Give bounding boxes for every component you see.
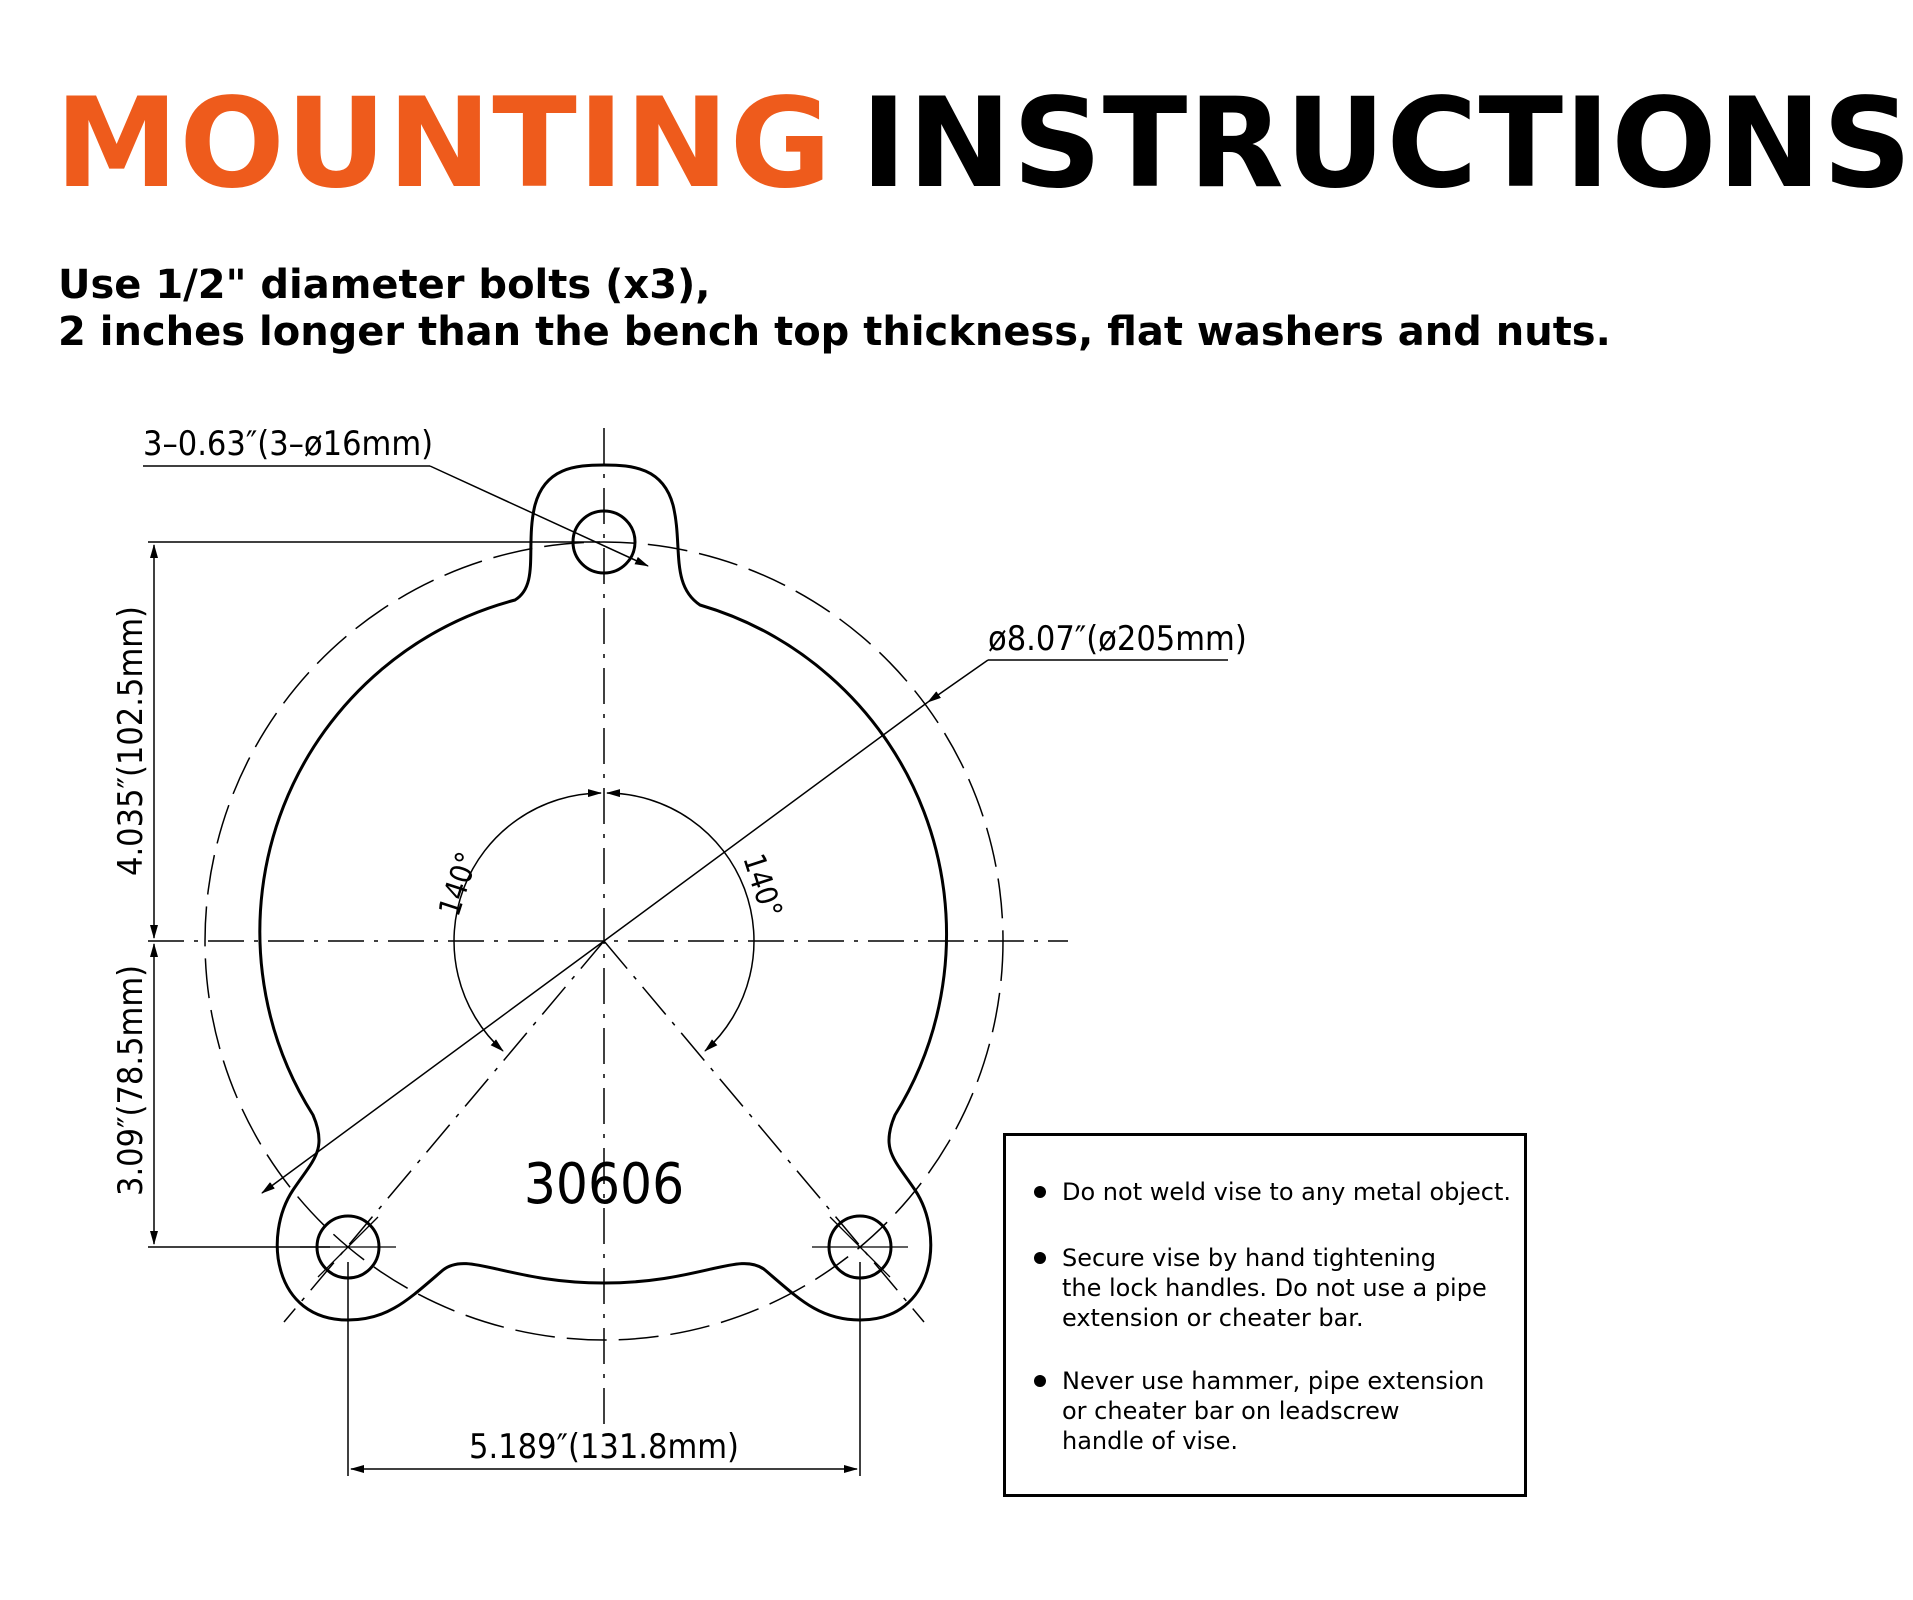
title-word-mounting: MOUNTING — [55, 72, 833, 216]
angle-left-label: 140° — [432, 847, 486, 921]
note-item: Do not weld vise to any metal object. — [1062, 1177, 1511, 1207]
intro-line-1: Use 1/2" diameter bolts (x3), — [58, 262, 711, 308]
horizontal-dim-label: 5.189″(131.8mm) — [469, 1427, 739, 1467]
hole-callout-leader — [143, 466, 648, 566]
diag-center-line-right — [604, 941, 924, 1322]
angle-right-label: 140° — [735, 849, 789, 923]
vertical-dim-top-label: 4.035″(102.5mm) — [111, 606, 151, 876]
bullet-icon — [1034, 1375, 1046, 1387]
part-number: 30606 — [523, 1152, 685, 1217]
intro-line-2: 2 inches longer than the bench top thickness, flat washers and nuts. — [58, 309, 1611, 355]
diag-center-line-left — [284, 941, 604, 1322]
title-word-instructions: INSTRUCTIONS — [860, 72, 1913, 216]
note-item: Never use hammer, pipe extension or cheater bar on leadscrew handle of vise. — [1062, 1366, 1484, 1456]
note-item: Secure vise by hand tightening the lock handles. Do not use a pipe extension or cheater bar. — [1062, 1243, 1487, 1333]
bolt-circle-label: ø8.07″(ø205mm) — [988, 619, 1247, 659]
hole-callout-label: 3–0.63″(3–ø16mm) — [143, 424, 434, 464]
vertical-dimensions — [148, 542, 600, 1247]
vertical-dim-bottom-label: 3.09″(78.5mm) — [111, 964, 151, 1196]
bolt-circle-leader — [262, 660, 1228, 1193]
bullet-icon — [1034, 1252, 1046, 1264]
safety-notes-box — [1003, 1133, 1527, 1497]
bullet-icon — [1034, 1186, 1046, 1198]
